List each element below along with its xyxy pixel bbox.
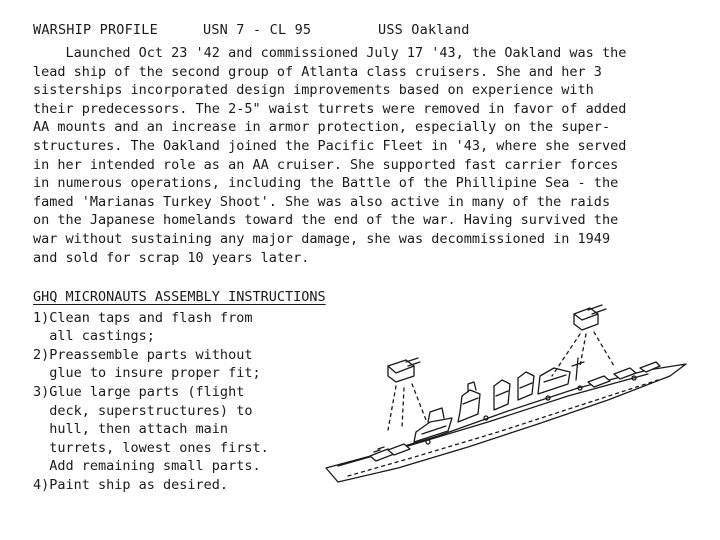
assembly-title: GHQ MICRONAUTS ASSEMBLY INSTRUCTIONS [33,289,326,305]
instruction-line: 1)Clean taps and flash from [33,309,253,326]
paragraph-line: war without sustaining any major damage, she was decommissioned in 1949 [33,230,611,247]
instruction-line: turrets, lowest ones first. [33,439,269,456]
ship-name: USS Oakland [378,22,470,38]
paragraph-line: structures. The Oakland joined the Pacific Fleet in '43, where she served [33,137,627,154]
paragraph-line: in numerous operations, including the Battle of the Phillipine Sea - the [33,175,619,192]
instruction-line: 3)Glue large parts (flight [33,383,245,400]
instruction-line: deck, superstructures) to [33,402,253,419]
ship-number: USN 7 - CL 95 [203,22,312,38]
paragraph-line: lead ship of the second group of Atlanta class cruisers. She and her 3 [33,63,602,80]
instruction-line: 2)Preassemble parts without [33,346,253,363]
instruction-line: all castings; [33,328,155,345]
paragraph-line: sisterships incorporated design improvements based on experience with [33,82,594,99]
paragraph-line: on the Japanese homelands toward the end of the war. Having survived the [33,212,619,229]
instruction-line: glue to insure proper fit; [33,365,261,382]
instruction-line: hull, then attach main [33,421,229,438]
paragraph-line: in her intended role as an AA cruiser. She supported fast carrier forces [33,156,619,173]
profile-label: WARSHIP PROFILE [33,22,158,38]
cruiser-line-drawing-icon [318,296,718,506]
paragraph-line: AA mounts and an increase in armor protection, especially on the super- [33,119,611,136]
profile-header [33,22,470,38]
instruction-line: Add remaining small parts. [33,458,261,475]
instruction-line: 4)Paint ship as desired. [33,476,229,493]
paragraph-line: and sold for scrap 10 years later. [33,249,310,266]
ship-history-paragraph [33,44,693,267]
paragraph-line: Launched Oct 23 '42 and commissioned July 17 '43, the Oakland was the [33,45,627,61]
paragraph-line: famed 'Marianas Turkey Shoot'. She was also active in many of the raids [33,193,611,210]
paragraph-line: their predecessors. The 2-5" waist turrets were removed in favor of added [33,100,627,117]
